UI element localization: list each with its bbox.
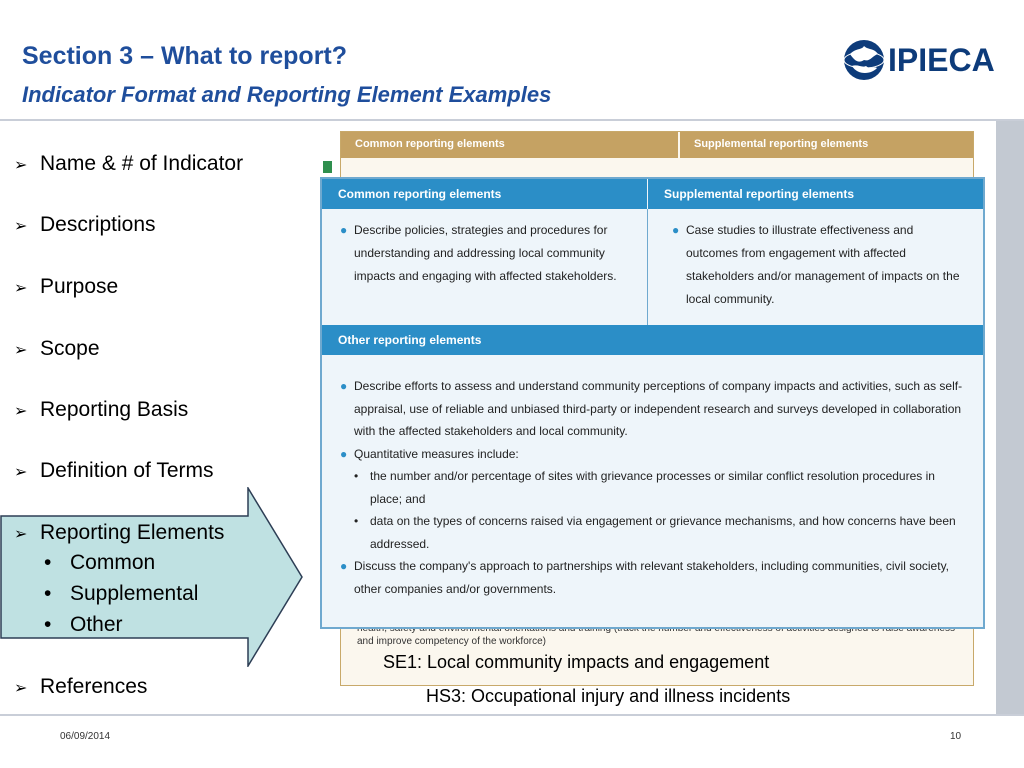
header-supplemental: Supplemental reporting elements (648, 179, 983, 209)
ipieca-logo (842, 36, 1012, 84)
other-sub-item (336, 465, 966, 510)
sub-list-item (44, 582, 198, 606)
other-item (336, 555, 966, 600)
logo-text: IPIECA (888, 42, 995, 78)
bullet-dot-icon: • (354, 514, 359, 528)
footer-date: 06/09/2014 (60, 731, 111, 742)
supplemental-cell (668, 219, 968, 311)
sub-list-item-label: Supplemental (70, 582, 199, 605)
right-side-bar (996, 121, 1024, 715)
supplemental-text: Case studies to illustrate effectiveness and outcomes from engagement with affected stakeholders and/or management of impacts on the local community. (686, 223, 960, 306)
bullet-dot-icon: ● (672, 223, 680, 237)
bullet-dot-icon: ● (340, 446, 348, 461)
header-common: Common reporting elements (322, 179, 647, 209)
hs3-caption: HS3: Occupational injury and illness incidents (426, 686, 791, 706)
highlight-arrow-shape (0, 487, 304, 667)
footer-divider (0, 714, 1024, 716)
list-item-label: Reporting Elements (40, 521, 225, 544)
common-cell (336, 219, 636, 288)
slide-title: Section 3 – What to report? (22, 42, 348, 70)
list-item (14, 152, 243, 176)
arrow-bullet-icon: ➢ (14, 680, 28, 697)
green-marker (323, 161, 332, 173)
common-text: Describe policies, strategies and procedures for understanding and addressing local community impacts and engaging with affected stakeholders. (354, 223, 617, 283)
list-item-reporting-elements (14, 521, 224, 545)
arrow-bullet-icon: ➢ (14, 526, 28, 543)
sub-list-item-label: Common (70, 551, 156, 574)
list-item-label: References (40, 675, 148, 698)
se1-table-image (320, 177, 985, 629)
sub-list-item (44, 551, 155, 575)
header-other: Other reporting elements (322, 325, 983, 355)
header-divider (0, 119, 1024, 121)
other-item-text: Quantitative measures include: (354, 446, 519, 461)
globe-icon (842, 38, 886, 82)
list-item (14, 275, 118, 299)
list-item-label: Reporting Basis (40, 398, 189, 421)
list-item-label: Purpose (40, 275, 119, 298)
other-elements-list (336, 375, 966, 600)
bullet-dot-icon: ● (340, 223, 348, 237)
bg-header-supplemental: Supplemental reporting elements (680, 132, 974, 158)
dot-bullet-icon: • (44, 551, 52, 574)
page-number: 10 (950, 731, 962, 742)
other-item-text: data on the types of concerns raised via engagement or grievance mechanisms, and how concerns have been addressed. (370, 514, 956, 551)
list-item (14, 337, 100, 361)
list-item (14, 675, 147, 699)
dot-bullet-icon: • (44, 582, 52, 605)
bullet-dot-icon: ● (340, 379, 348, 393)
list-item-label: Descriptions (40, 213, 156, 236)
sub-list-item-label: Other (70, 613, 123, 636)
list-item-label: Scope (40, 337, 100, 360)
list-item-label: Definition of Terms (40, 459, 214, 482)
bg-header-common: Common reporting elements (341, 132, 678, 158)
other-item-text: Describe efforts to assess and understand community perceptions of company impacts and activities, such as self-appraisal, use of reliable and unbiased third-party or independent research and surveys developed in collaboration with the affected stakeholders and local community. (354, 379, 963, 438)
sub-list-item (44, 613, 123, 637)
slide-subtitle: Indicator Format and Reporting Element Examples (22, 82, 552, 107)
arrow-bullet-icon: ➢ (14, 342, 28, 359)
arrow-bullet-icon: ➢ (14, 464, 28, 481)
column-divider (647, 209, 648, 325)
arrow-bullet-icon: ➢ (14, 280, 28, 297)
list-item-label: Name & # of Indicator (40, 152, 244, 175)
list-item (14, 213, 156, 237)
se1-caption: SE1: Local community impacts and engagement (383, 652, 770, 672)
bullet-dot-icon: ● (340, 559, 348, 573)
bg-footer-text: and improve competency of the workforce) (357, 636, 546, 647)
bullet-dot-icon: • (354, 469, 359, 483)
other-item-text: Discuss the company's approach to partnerships with relevant stakeholders, including communities, civil society, other companies and/or governments. (354, 559, 950, 596)
list-item (14, 459, 214, 483)
arrow-bullet-icon: ➢ (14, 403, 28, 420)
arrow-bullet-icon: ➢ (14, 157, 28, 174)
other-sub-item (336, 510, 966, 555)
other-item (336, 375, 966, 443)
other-item (336, 443, 966, 466)
other-item-text: the number and/or percentage of sites with grievance processes or similar conflict resolution procedures in place; and (370, 469, 935, 506)
arrow-bullet-icon: ➢ (14, 218, 28, 235)
list-item (14, 398, 188, 422)
dot-bullet-icon: • (44, 613, 52, 636)
